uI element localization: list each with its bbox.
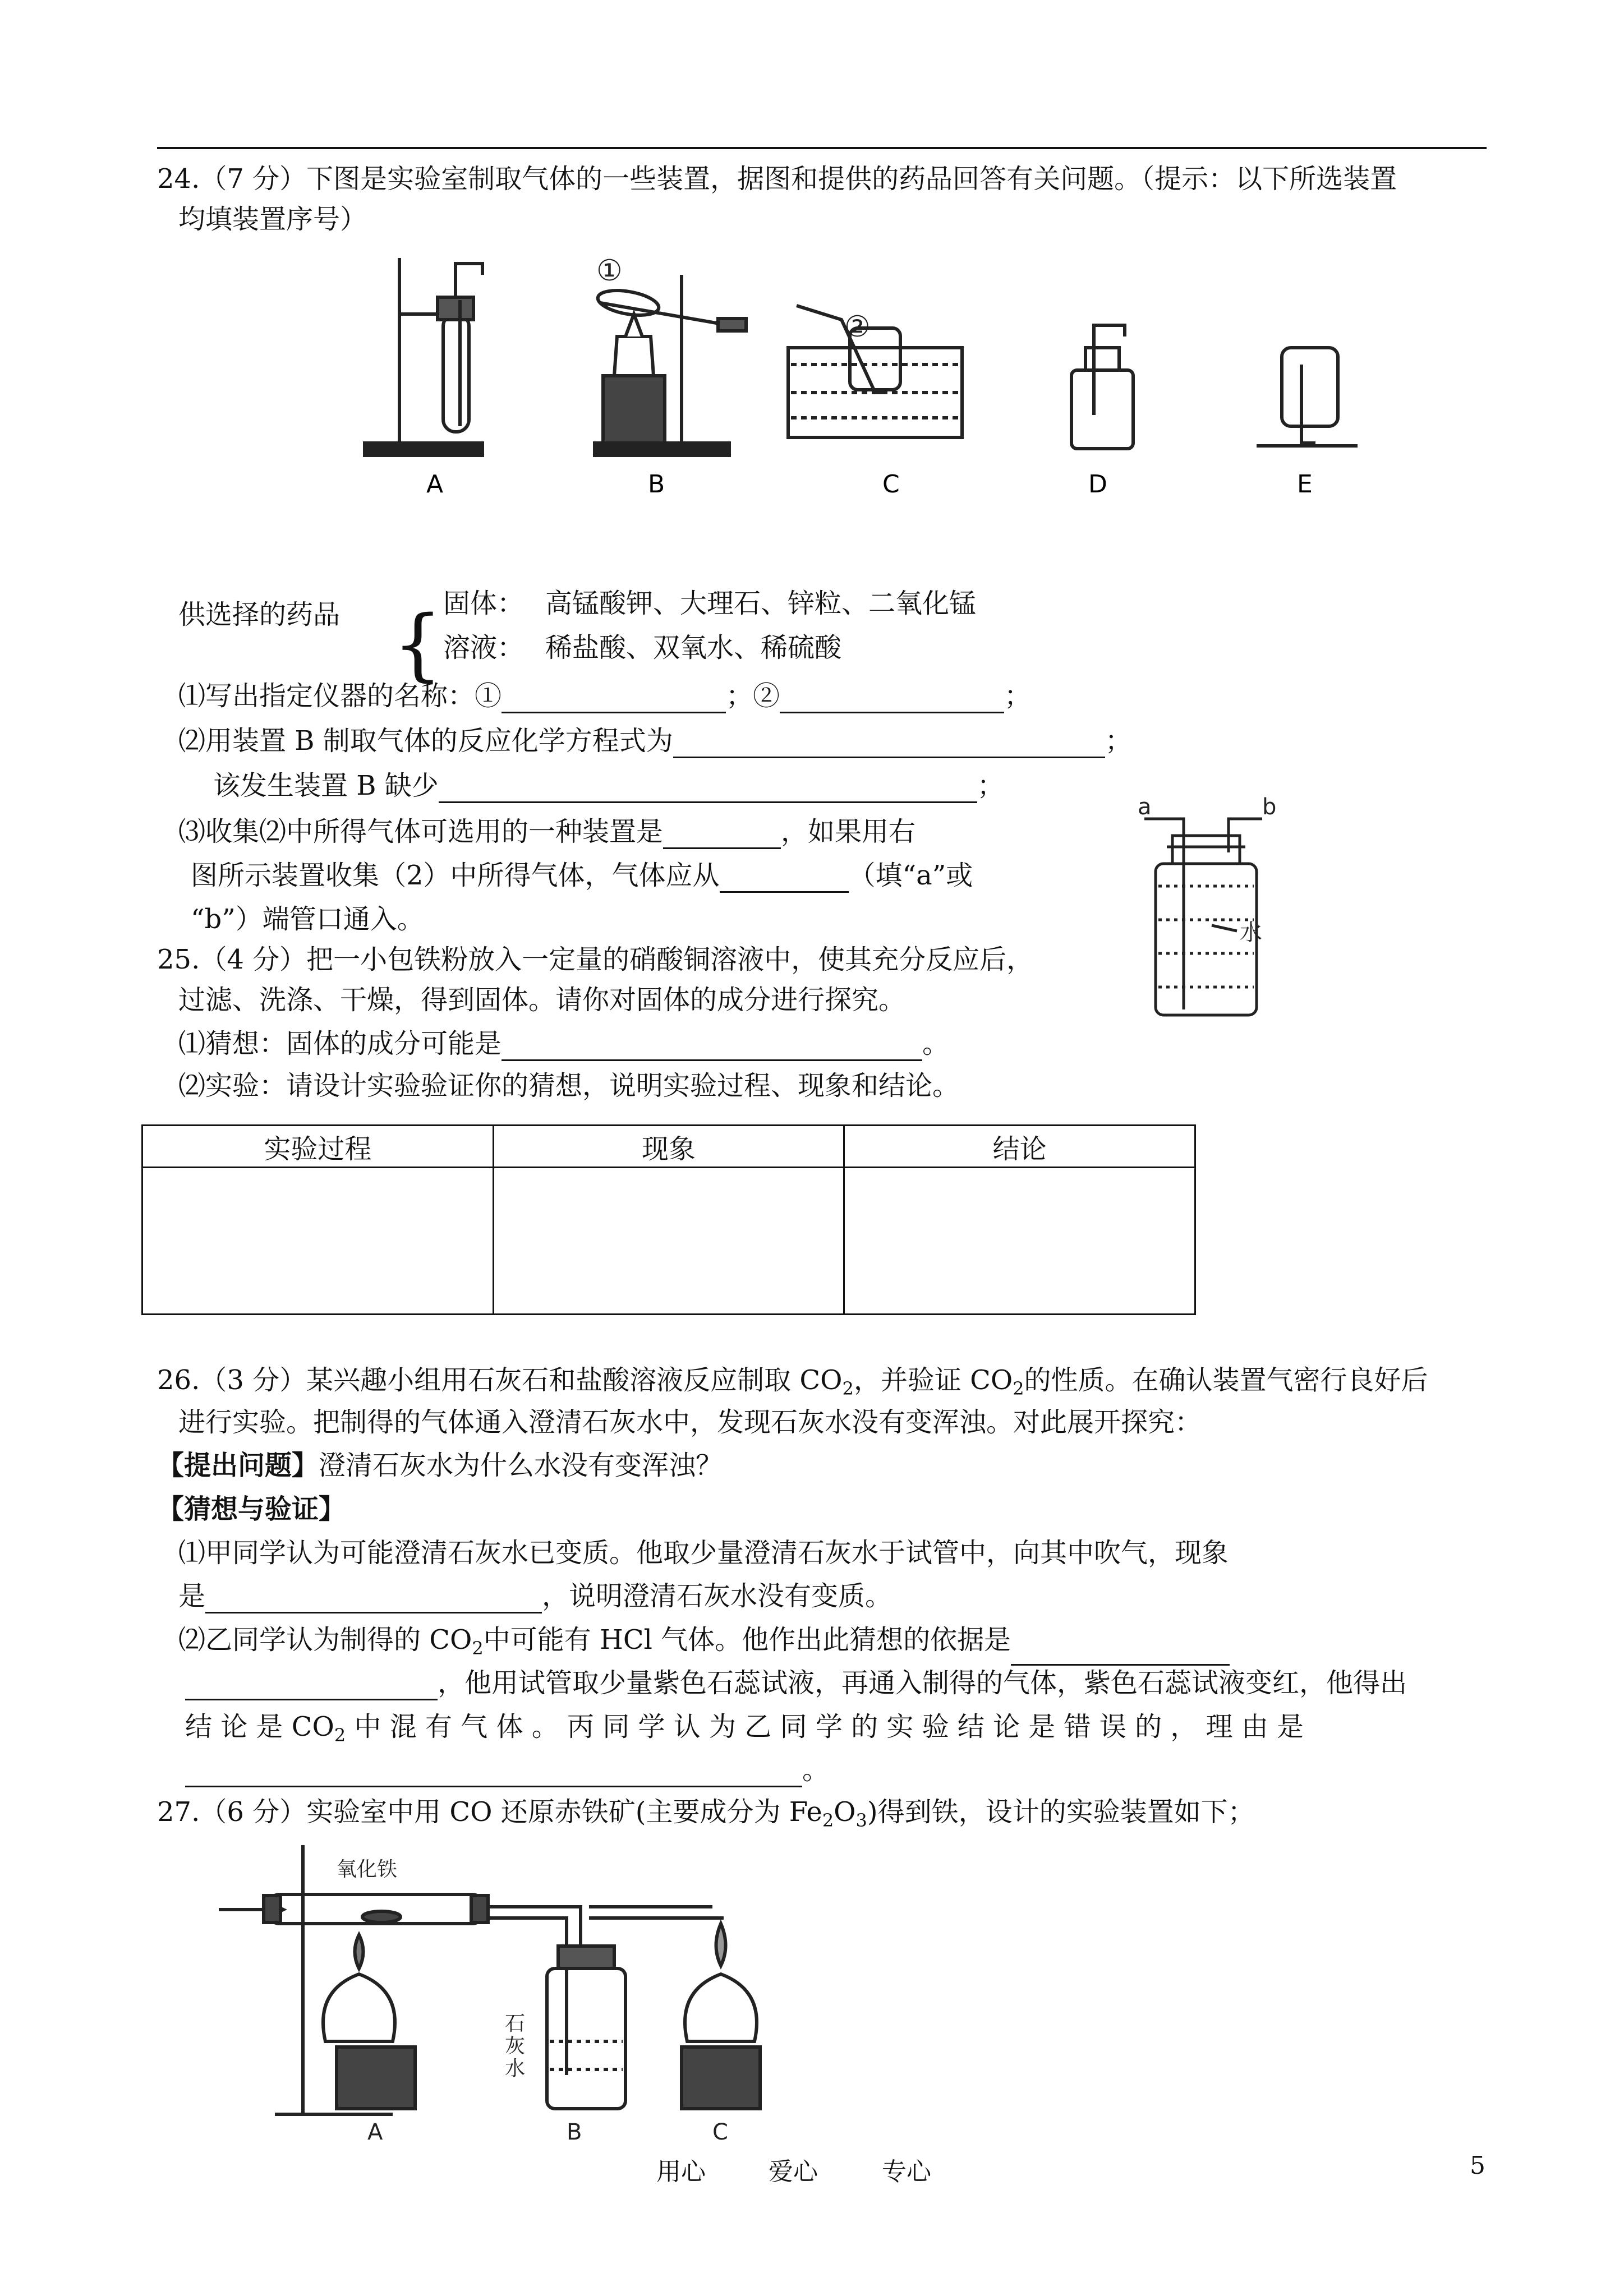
marker-2: ② — [844, 310, 871, 344]
bottle-b-label: b — [1262, 794, 1277, 820]
q24-p2: ⑵用装置 B 制取气体的反应化学方程式为 ； — [178, 723, 1132, 758]
bottle-water-label: 水 — [1240, 920, 1262, 946]
label-c: C — [882, 470, 900, 499]
q26-p1: ⑴甲同学认为可能澄清石灰水已变质。他取少量澄清石灰水于试管中，向其中吹气，现象 — [178, 1537, 1229, 1569]
page-number: 5 — [1470, 2151, 1485, 2180]
q26-guess: 【猜想与验证】 — [157, 1493, 346, 1525]
label-a: A — [426, 470, 444, 499]
q26-p1-cont: 是 ，说明澄清石灰水没有变质。 — [178, 1579, 892, 1613]
table-header: 结论 — [844, 1126, 1195, 1168]
solution-items: 稀盐酸、双氧水、稀硫酸 — [545, 632, 842, 663]
marker-1: ① — [596, 254, 623, 288]
solid-items: 高锰酸钾、大理石、锌粒、二氧化锰 — [545, 588, 977, 619]
solid-label: 固体： — [443, 588, 525, 619]
q25-title: 25.（4 分）把一小包铁粉放入一定量的硝酸铜溶液中，使其充分反应后， — [157, 944, 1034, 975]
footer-item: 用心 — [656, 2157, 706, 2186]
q26-problem: 【提出问题】澄清石灰水为什么水没有变浑浊？ — [157, 1450, 723, 1481]
q24-title: 24.（7 分）下图是实验室制取气体的一些装置，据图和提供的药品回答有关问题。（提示：以下所选装置 — [157, 163, 1397, 195]
brace-icon: { — [393, 599, 443, 690]
q24-p1: ⑴写出指定仪器的名称：① ；② ； — [178, 679, 1031, 713]
q25-p2: ⑵实验：请设计实验验证你的猜想，说明实验过程、现象和结论。 — [178, 1070, 960, 1101]
label-e: E — [1297, 470, 1313, 499]
apparatus-label-c: C — [712, 2119, 728, 2145]
q26-p2-cont: ，他用试管取少量紫色石蕊试液，再通入制得的气体，紫色石蕊试液变红，他得出 — [185, 1666, 1407, 1700]
q26-title-cont: 进行实验。把制得的气体通入澄清石灰水中，发现石灰水没有变浑浊。对此展开探究： — [178, 1407, 1202, 1438]
q24-p3: ⑶收集⑵中所得气体可选用的一种装置是 ，如果用右 — [178, 814, 915, 849]
apparatus-label-a: A — [367, 2119, 383, 2145]
q27-title: 27.（6 分）实验室中用 CO 还原赤铁矿(主要成分为 $Fe_2O_3$)得到铁，设计的实验装置如下； — [157, 1796, 1255, 1831]
apparatus-label-b: B — [567, 2119, 582, 2145]
q24-p3-cont: 图所示装置收集（2）中所得气体，气体应从 （填“a”或 — [191, 858, 973, 893]
q26-title: 26.（3 分）某兴趣小组用石灰石和盐酸溶液反应制取 $CO_2$，并验证 $CO_2$的性质。在确认装置气密行良好后 — [157, 1364, 1428, 1399]
limewater-char-1: 石 — [505, 2012, 526, 2035]
iron-oxide-label: 氧化铁 — [337, 1858, 398, 1881]
footer-item: 专心 — [882, 2157, 931, 2186]
q24-p3-end: “b”）端管口通入。 — [191, 903, 424, 935]
table-header: 实验过程 — [142, 1126, 494, 1168]
label-d: D — [1088, 470, 1107, 499]
footer-item: 爱心 — [769, 2157, 818, 2186]
solution-label: 溶液： — [443, 632, 525, 663]
q24-title-cont: 均填装置序号） — [178, 204, 367, 235]
q24-p2-cont: 该发生装置 B 缺少 ； — [213, 768, 1004, 803]
limewater-char-3: 水 — [505, 2057, 526, 2080]
q25-title-cont: 过滤、洗涤、干燥，得到固体。请你对固体的成分进行探究。 — [178, 984, 906, 1016]
q26-p2: ⑵乙同学认为制得的 $CO_2$中可能有 HCl 气体。他作出此猜想的依据是 — [178, 1622, 1230, 1666]
reagents-label: 供选择的药品 — [178, 599, 341, 630]
label-b: B — [648, 470, 665, 499]
limewater-char-2: 灰 — [505, 2035, 526, 2058]
q26-p2-end: 。 — [185, 1753, 829, 1787]
bottle-a-label: a — [1138, 794, 1152, 820]
q26-p2-conclusion: 结 论 是 $CO_2$ 中 混 有 气 体 。 丙 同 学 认 为 乙 同 学 的 实 验 结 论 是 错 误 的 ， 理 由 是 — [185, 1711, 1304, 1746]
q25-p1: ⑴猜想：固体的成分可能是 。 — [178, 1026, 949, 1061]
table-header: 现象 — [493, 1126, 844, 1168]
